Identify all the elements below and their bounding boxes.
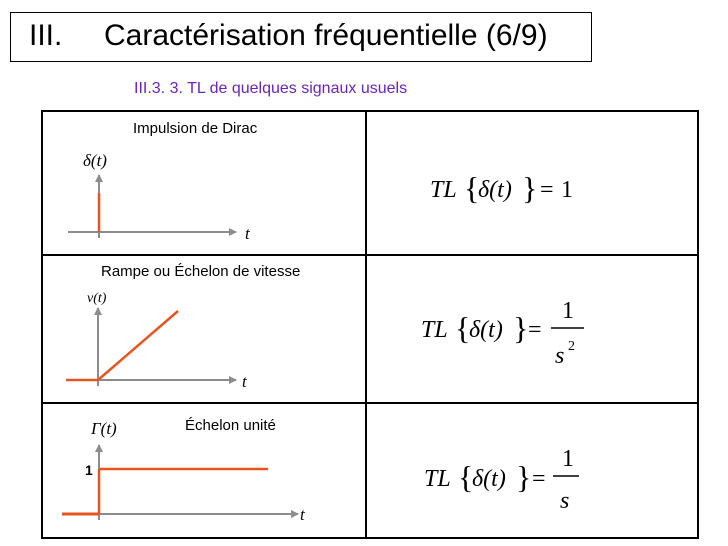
formula-numerator: 1 bbox=[562, 446, 574, 472]
step-y-label: Γ(t) bbox=[91, 419, 117, 438]
formula-lhs: TL bbox=[430, 177, 457, 203]
formula-rhs: 1 bbox=[561, 177, 573, 203]
ramp-graph bbox=[66, 291, 248, 391]
ramp-x-label: t bbox=[242, 372, 247, 391]
formula-func: δ(t) bbox=[472, 466, 506, 492]
left-brace-icon: { bbox=[455, 310, 471, 346]
right-brace-icon: } bbox=[522, 170, 538, 206]
section-number: III. bbox=[29, 19, 63, 52]
left-brace-icon: { bbox=[458, 459, 474, 495]
dirac-y-label: δ(t) bbox=[83, 151, 107, 170]
formula-step bbox=[424, 446, 579, 514]
right-brace-icon: } bbox=[516, 459, 532, 495]
formula-lhs: TL bbox=[424, 466, 451, 492]
formula-func: δ(t) bbox=[478, 177, 512, 203]
step-x-label: t bbox=[300, 505, 305, 524]
step-level-label: 1 bbox=[85, 462, 93, 478]
row-label-step: Échelon unité bbox=[185, 417, 276, 434]
dirac-x-label: t bbox=[245, 224, 250, 243]
ramp-y-label: v(t) bbox=[87, 291, 107, 306]
dirac-graph bbox=[68, 151, 251, 243]
formula-lhs: TL bbox=[421, 317, 448, 343]
formula-ramp bbox=[421, 298, 584, 369]
left-brace-icon: { bbox=[464, 170, 480, 206]
formula-eq: = bbox=[532, 466, 546, 492]
formula-denominator: s bbox=[560, 488, 570, 514]
row-label-ramp: Rampe ou Échelon de vitesse bbox=[101, 263, 301, 280]
formula-eq: = bbox=[540, 177, 554, 203]
subtitle: III.3. 3. TL de quelques signaux usuels bbox=[134, 80, 408, 97]
page-title: Caractérisation fréquentielle (6/9) bbox=[104, 19, 548, 52]
formula-exponent: 2 bbox=[568, 339, 575, 354]
formula-dirac bbox=[430, 170, 573, 206]
formula-numerator: 1 bbox=[562, 298, 574, 324]
row-label-dirac: Impulsion de Dirac bbox=[133, 120, 258, 137]
step-graph bbox=[62, 419, 306, 524]
right-brace-icon: } bbox=[513, 310, 529, 346]
formula-eq: = bbox=[528, 317, 542, 343]
formula-denominator: s bbox=[555, 343, 565, 369]
formula-func: δ(t) bbox=[469, 317, 503, 343]
ramp-line bbox=[98, 311, 178, 380]
